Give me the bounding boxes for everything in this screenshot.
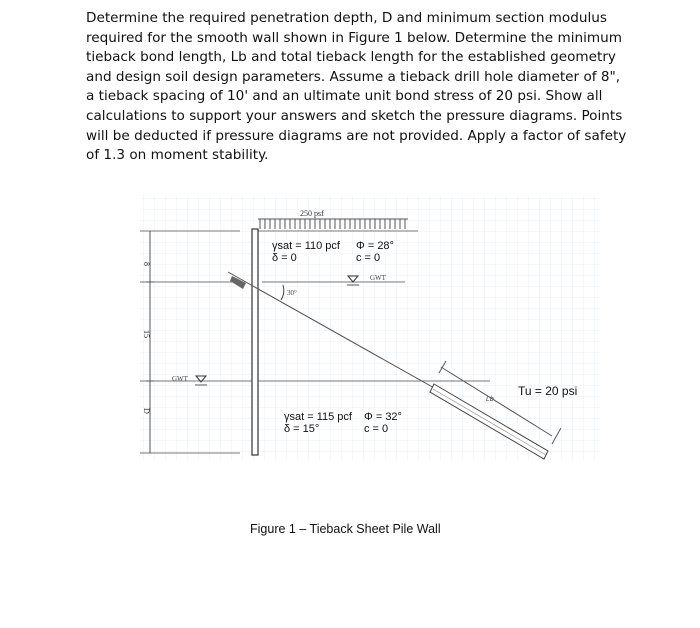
problem-line: and design soil design parameters. Assume a tieback drill hole diameter of 8", — [86, 68, 621, 85]
figure-caption: Figure 1 – Tieback Sheet Pile Wall — [250, 522, 441, 536]
upper-delta: δ = 0 — [272, 252, 297, 264]
bond-length-label: Lb — [486, 396, 494, 403]
lower-gamma: γsat = 115 pcf — [284, 411, 352, 423]
bond-stress-label: Tu = 20 psi — [518, 384, 578, 398]
problem-line: will be deducted if pressure diagrams are not provided. Apply a factor of safety — [86, 127, 627, 144]
angle-label: 30° — [287, 289, 297, 297]
problem-line: calculations to support your answers and sketch the pressure diagrams. Points — [86, 107, 623, 124]
upper-c: c = 0 — [356, 252, 381, 264]
surcharge-label: 250 psf — [300, 209, 324, 218]
problem-line: required for the smooth wall shown in Figure 1 below. Determine the minimum — [86, 29, 622, 46]
sheet-pile-wall — [252, 229, 258, 455]
lower-c: c = 0 — [364, 423, 389, 435]
problem-line: of 1.3 on moment stability. — [86, 147, 269, 164]
upper-gamma: γsat = 110 pcf — [272, 240, 340, 252]
problem-line: tieback bond length, Lb and total tieback length for the established geometry — [86, 49, 616, 66]
gwt-label-lower: GWT — [172, 375, 188, 383]
lower-delta: δ = 15° — [284, 423, 320, 435]
problem-line: Determine the required penetration depth, D and minimum section modulus — [86, 10, 607, 26]
dim-top: 8 — [142, 262, 151, 266]
dim-middle: 15 — [142, 330, 151, 338]
gwt-label-upper: GWT — [370, 274, 386, 282]
problem-line: a tieback spacing of 10' and an ultimate unit bond stress of 20 psi. Show all — [86, 88, 603, 105]
dim-bottom: D — [142, 408, 151, 414]
lower-phi: Φ = 32° — [364, 411, 402, 423]
upper-phi: Φ = 28° — [356, 240, 394, 252]
